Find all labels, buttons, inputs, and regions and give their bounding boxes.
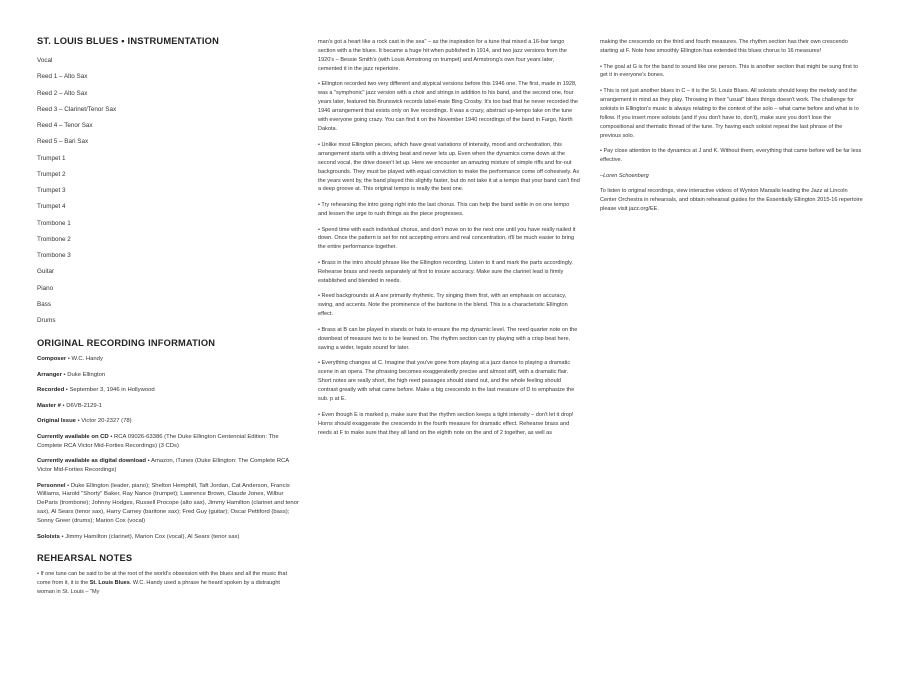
author-signature: –Loren Schoenberg	[600, 172, 649, 179]
instrument-item: Piano	[37, 284, 54, 292]
rehearsal-notes-heading: REHEARSAL NOTES	[37, 552, 133, 563]
instrument-item: Trumpet 3	[37, 187, 66, 194]
recording-info-item: Currently available as digital download • Amazon, iTunes (Duke Ellington: The Complete RCA Victor Mid-Forties Recordings)	[37, 458, 289, 474]
rehearsal-intro: • If one tune can be said to be at the root of the world's obsession with the blues and all the music that come from it, it is the St. Louis Blues. W.C. Handy used a phrase he heard spoken by a distraught woman in St. Louis – "My	[37, 570, 287, 595]
instrument-item: Bass	[37, 300, 51, 308]
instrument-item: Trombone 1	[37, 219, 71, 227]
middle-column	[318, 38, 580, 444]
rehearsal-note: • Try rehearsing the intro going right into the last chorus. This can help the band settle in on one tempo and lessen the urge to rush things as the piece progresses.	[318, 202, 570, 217]
rehearsal-note: • The goal at G is for the band to sound like one person. This is another section that might be sung first to get it in everyone's bones.	[600, 63, 858, 79]
instrument-item: Reed 3 – Clarinet/Tenor Sax	[37, 105, 117, 113]
recording-info-item: Currently available on CD • RCA 09026-63386 (The Duke Ellington Centennial Edition: The Complete RCA Victor Mid-Forties Recordings) (3 CDs)	[37, 433, 279, 449]
instrument-item: Trumpet 1	[37, 154, 66, 162]
instrument-item: Reed 2 – Alto Sax	[37, 89, 88, 97]
right-column	[600, 38, 864, 221]
instrument-item: Reed 1 – Alto Sax	[37, 73, 88, 81]
rehearsal-note: • Unlike most Ellington pieces, which have great variations of intensity, mood and orchestration, this arrangement starts with a driving beat and never lets up. Even when the dynamics come down at the second vocal, the drive doesn't let up. Here we encounter an amazing mixture of simple riffs and for-out backgrounds. They must be played with equal conviction to make the performance come off cohesively. As the years went by, the band played this slightly faster, but do not take it at a tempo that your band can't find a deep groove at. This original tempo is really the best one.	[318, 141, 580, 193]
instrument-item: Reed 4 – Tenor Sax	[37, 122, 93, 129]
recording-info-item: Master # • D6VB-2129-1	[37, 402, 102, 409]
listen-info: To listen to original recordings, view interactive videos of Wynton Marsalis leading the Jazz at Lincoln Center Orchestra in rehearsals, and obtain rehearsal guides for the Essentially Ellington 2015-16 repertoire please visit jazz.org/EE.	[600, 188, 863, 213]
recording-info-item: Personnel • Duke Ellington (leader, piano); Shelton Hemphill, Taft Jordan, Cat Anderson, Francis Williams, Harold "Shorty" Baker, Ray Nance (trumpet); Lawrence Brown, Claude Jones, Wilbur DeParis (trombone); Johnny Hodges, Russell Procope (alto sax), Jimmy Hamilton (clarinet and tenor sax), Al Sears (tenor sax), Harry Carney (baritone sax); Fred Guy (guitar); Oscar Pettiford (bass); Sonny Greer (drums); Marion Cox (vocal)	[37, 482, 299, 525]
recording-info-list	[37, 355, 299, 541]
instrument-item: Vocal	[37, 57, 53, 64]
rehearsal-note: • Brass in the intro should phrase like the Ellington recording. Listen to it and mark the parts accordingly. Rehearse brass and reeds separately at first to insure accuracy. Make sure the clarinet lead is firmly established and blended in reeds.	[318, 259, 573, 284]
rehearsal-note: making the crescendo on the third and fourth measures. The rhythm section has their own crescendo starting at F. Note how smoothly Ellington has extended this blues chorus to 16 measures!	[600, 39, 848, 54]
recording-info-item: Composer • W.C. Handy	[37, 356, 103, 363]
instrument-item: Reed 5 – Bari Sax	[37, 138, 89, 146]
rehearsal-note: • This is not just another blues in C – it is the St. Louis Blues. All soloists should keep the melody and the arrangement in mind as they play. Throwing in their "usual" blues things doesn't work. The challenge for soloists in Ellington's music is always relating to the context of the solo – what came before and what is to follow. If you insert more soloists (and if you don't have to, don't), make sure you don't lose the compositional and thematic thread of the tune. Try having each soloist repeat the last phrase of the previous solo.	[600, 88, 859, 139]
recording-info-item: Arranger • Duke Ellington	[37, 371, 106, 378]
rehearsal-note: • Everything changes at C. Imagine that you've gone from playing at a jazz dance to playing a dramatic scene in an opera. The phrasing becomes exaggeratedly precise and almost stiff, with a dramatic flair. Short notes are really short, the high reed passages should stand out, and the whole feeling should contrast greatly with what came before. Make a big crescendo in the last measure of D to emphasize the sub. p at E.	[318, 360, 575, 403]
instrument-item: Drums	[37, 317, 56, 324]
recording-info-item: Original Issue • Victor 20-2327 (78)	[37, 418, 132, 425]
instrumentation-heading: ST. LOUIS BLUES • INSTRUMENTATION	[37, 36, 220, 46]
instrument-item: Trumpet 2	[37, 170, 66, 178]
rehearsal-note: • Even though E is marked p, make sure that the rhythm section keeps a tight intensity – don't let it drop! Horns should exaggerate the crescendo in the fourth measure for dramatic effect. Rehearse brass and reeds at F to make sure that they all land on the eighth note on the and of 2 together, as well as	[318, 411, 574, 436]
instrument-item: Trombone 2	[37, 235, 71, 243]
instrument-item: Trumpet 4	[37, 203, 66, 211]
rehearsal-note: • Spend time with each individual chorus, and don't move on to the next one until you have really nailed it down. Once the pattern is set for not accepting errors and real concentration, it'll be much easier to bring the entire performance together.	[318, 226, 576, 251]
recording-info-item: Recorded • September 3, 1946 in Hollywood	[37, 387, 155, 394]
recording-info-heading: ORIGINAL RECORDING INFORMATION	[37, 338, 216, 349]
rehearsal-note: • Brass at B can be played in stands or hats to ensure the mp dynamic level. The reed quarter note on the downbeat of measure two is to be leaned on. The rhythm section can try playing with a crisp beat here, saving a wider, legato sound for later.	[318, 326, 578, 351]
instrument-item: Trombone 3	[37, 252, 71, 259]
instrument-item: Guitar	[37, 268, 55, 276]
left-column	[37, 36, 299, 603]
recording-info-item: Soloists • Jimmy Hamilton (clarinet), Marion Cox (vocal), Al Sears (tenor sax)	[37, 533, 240, 540]
rehearsal-note: • Ellington recorded two very different and atypical versions before this 1946 one. The first, made in 1928, was a "symphonic" jazz version with a choir and strings in addition to his band, and the second one, four years later, featured his Brunswick records label-mate Bing Crosby. It's too bad that he never recorded the 1946 arrangement that exists only on live recordings. It was a crazy, abstract up-tempo take on the tune with everyone going crazy. You can find it on the November 1940 recordings of the band in Fargo, North Dakota.	[318, 81, 578, 133]
rehearsal-note: man's got a heart like a rock cast in the sea" – as the inspiration for a tune that mixed a 16-bar tango section with a the blues. It became a huge hit when published in 1914, and two jazz versions from the 1920's – Bessie Smith's (with Louis Armstrong on trumpet) and Armstrong's own four years later, cemented it in the jazz repertoire.	[318, 39, 567, 72]
instrument-list	[37, 53, 299, 329]
rehearsal-note: • Reed backgrounds at A are primarily rhythmic. Try singing them first, with an emphasis on accuracy, swing, and accents. Note the prominence of the baritone in the blend. This is a characteristic Ellington effect.	[318, 293, 568, 318]
rehearsal-note: • Pay close attention to the dynamics at J and K. Without them, everything that came before will be far less effective.	[600, 148, 862, 164]
